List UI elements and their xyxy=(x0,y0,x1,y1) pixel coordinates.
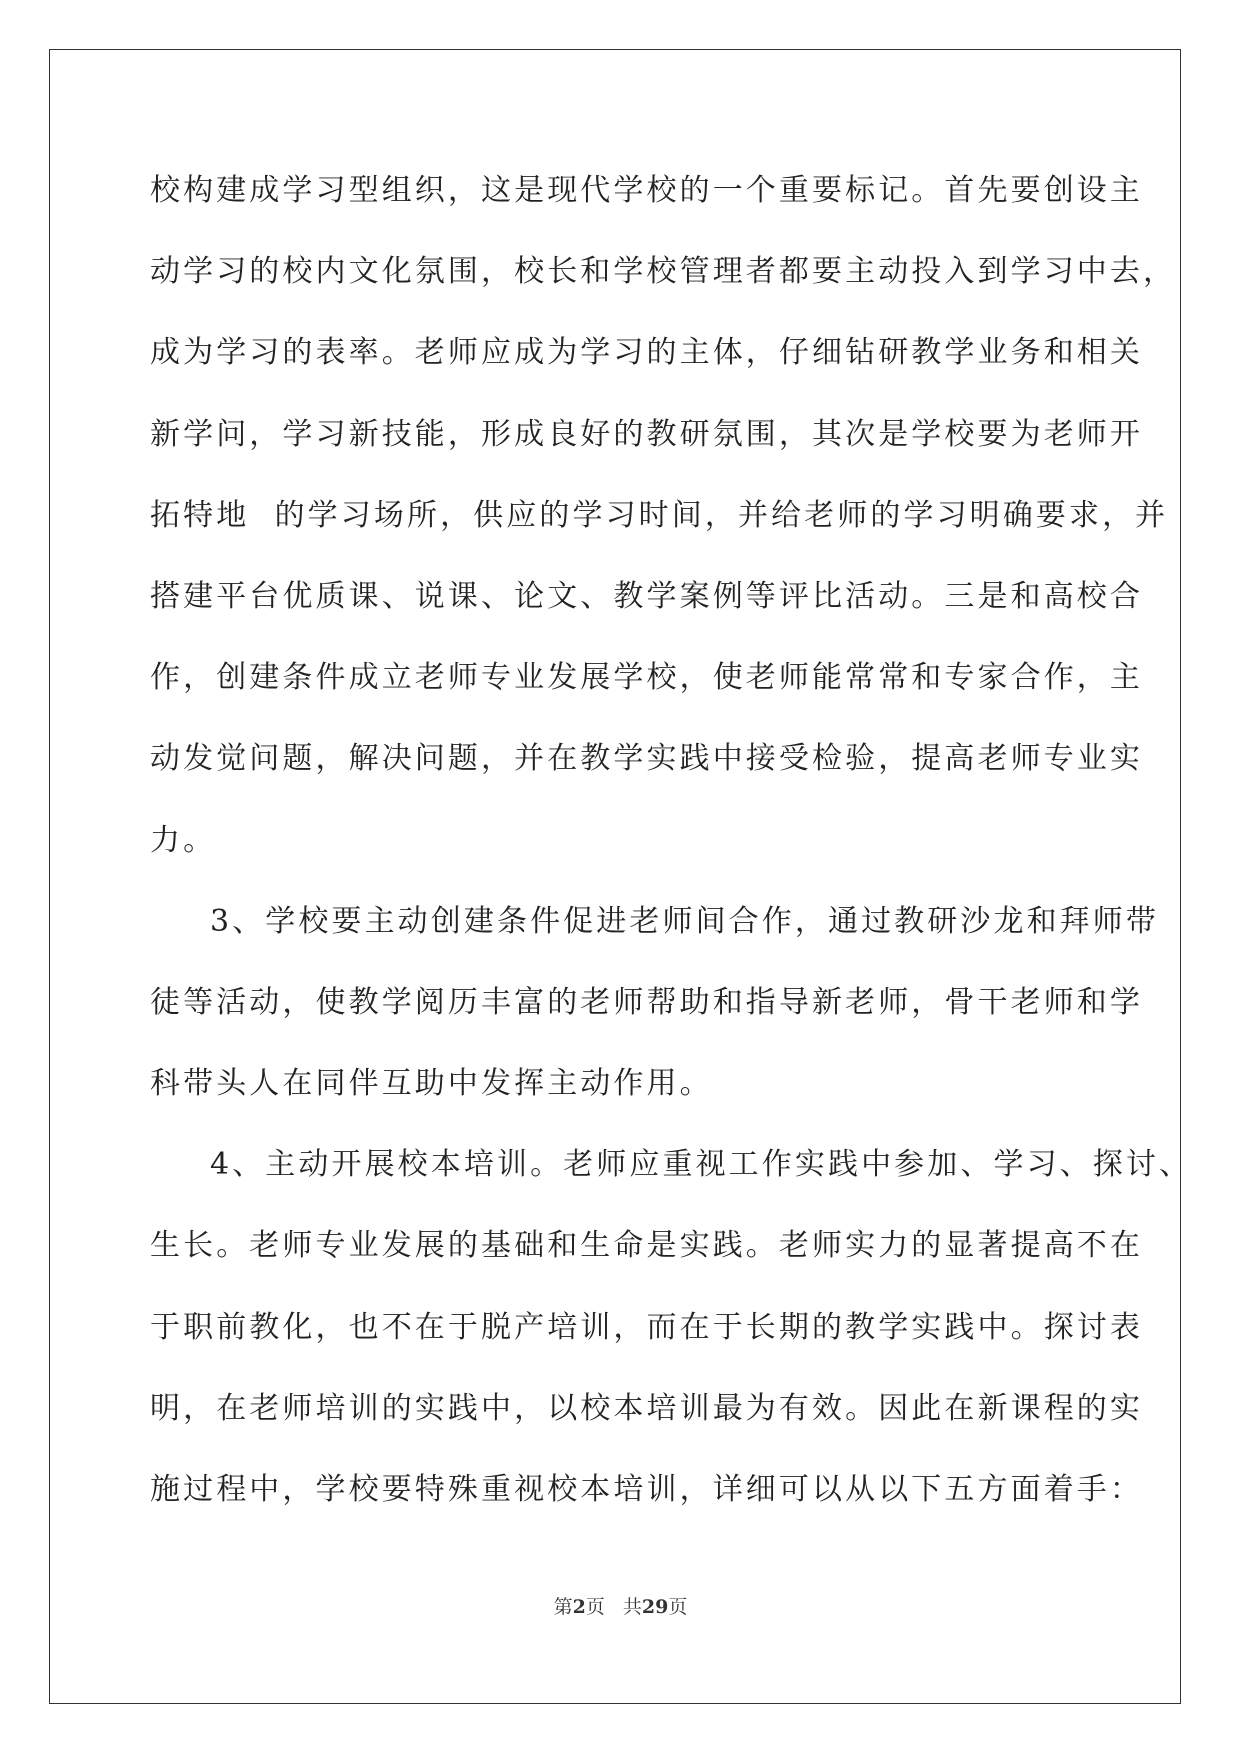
text-line: 3、学校要主动创建条件促进老师间合作，通过教研沙龙和拜师带 xyxy=(210,903,1159,939)
text-line: 徒等活动，使教学阅历丰富的老师帮助和指导新老师，骨干老师和学 xyxy=(150,984,1143,1020)
text-line: 拓特地 的学习场所，供应的学习时间，并给老师的学习明确要求，并 xyxy=(150,497,1169,533)
text-line: 科带头人在同伴互助中发挥主动作用。 xyxy=(150,1066,713,1102)
total-pages: 29 xyxy=(641,1596,669,1618)
text-line: 校构建成学习型组织，这是现代学校的一个重要标记。首先要创设主 xyxy=(150,173,1143,208)
text-line: 力。 xyxy=(150,822,217,858)
document-body xyxy=(150,150,1193,1530)
text-line: 明，在老师培训的实践中，以校本培训最为有效。因此在新课程的实 xyxy=(150,1390,1143,1426)
text-line: 动学习的校内文化氛围，校长和学校管理者都要主动投入到学习中去， xyxy=(150,254,1177,290)
total-prefix: 共 xyxy=(622,1596,642,1618)
text-line: 成为学习的表率。老师应成为学习的主体，仔细钻研教学业务和相关 xyxy=(150,335,1143,371)
text-line: 动发觉问题，解决问题，并在教学实践中接受检验，提高老师专业实 xyxy=(150,741,1143,777)
text-line: 作，创建条件成立老师专业发展学校，使老师能常常和专家合作，主 xyxy=(150,660,1143,696)
page-prefix: 第 xyxy=(553,1596,573,1618)
total-suffix: 页 xyxy=(668,1596,688,1618)
text-line: 施过程中，学校要特殊重视校本培训，详细可以从以下五方面着手： xyxy=(150,1472,1143,1507)
page-footer xyxy=(0,1595,1241,1619)
text-line: 搭建平台优质课、说课、论文、教学案例等评比活动。三是和高校合 xyxy=(150,578,1143,614)
text-line: 于职前教化，也不在于脱产培训，而在于长期的教学实践中。探讨表 xyxy=(150,1309,1143,1345)
text-line: 新学问，学习新技能，形成良好的教研氛围，其次是学校要为老师开 xyxy=(150,416,1143,452)
page-number: 2 xyxy=(572,1596,586,1618)
text-line: 4、主动开展校本培训。老师应重视工作实践中参加、学习、探讨、 xyxy=(210,1147,1193,1183)
page-suffix: 页 xyxy=(585,1596,605,1618)
text-line: 生长。老师专业发展的基础和生命是实践。老师实力的显著提高不在 xyxy=(150,1228,1143,1264)
